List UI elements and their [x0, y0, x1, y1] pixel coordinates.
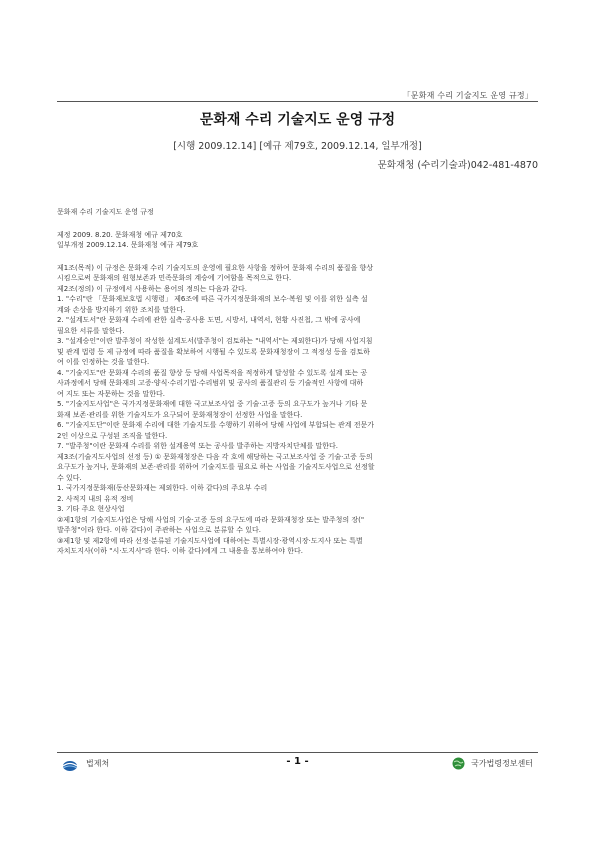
body-line: 4. "기술지도"란 문화재 수리의 품질 향상 등 당해 사업목적을 적정하게 달성할 수 있도록 설계 또는 공	[57, 368, 368, 377]
header-rule	[57, 101, 538, 102]
body-line: 1. "수리"란 「문화재보호법 시행령」 제6조에 따른 국가지정문화재의 보수·복원 및 이를 위한 실측 설	[57, 295, 368, 303]
body-line: 화재 보존·관리를 위한 기술지도가 요구되어 문화재청장이 선정한 사업을 말한다.	[57, 410, 303, 419]
header-tag: 「문화재 수리 기술지도 운영 규정」	[402, 91, 533, 100]
body-line: 문화재 수리 기술지도 운영 규정	[57, 208, 154, 216]
body-line: 필요한 서류를 말한다.	[57, 326, 125, 335]
body-line: 6. "기술지도단"이란 문화재 수리에 대한 기술지도를 수행하기 위하여 당해 사업에 부합되는 관계 전문가	[57, 421, 375, 429]
body-line: 계와 손상을 방지하기 위한 조치를 말한다.	[57, 305, 186, 314]
body-text	[57, 207, 538, 557]
body-line: 2. 사적지 내의 유적 정비	[57, 494, 134, 503]
body-line: 제1조(목적) 이 규정은 문화재 수리 기술지도의 운영에 필요한 사항을 정하여 문화재 수리의 품질을 향상	[57, 263, 374, 272]
body-line: 수 있다.	[57, 473, 82, 482]
contact-info: 문화재청 (수리기술과)042-481-4870	[377, 160, 538, 171]
body-line: 사과정에서 당해 문화재의 고증·양식·수리기법·수리범위 및 공사의 품질관리 등 기술적인 사항에 대하	[57, 379, 364, 387]
body-line: 2인 이상으로 구성된 조직을 말한다.	[57, 431, 168, 440]
body-line: 여 이를 인정하는 것을 말한다.	[57, 358, 150, 366]
body-line: 시킴으로써 문화재의 원형보존과 민족문화의 계승에 기여함을 목적으로 한다.	[57, 274, 292, 282]
globe-icon	[452, 757, 465, 770]
body-line: 1. 국가지정문화재(동산문화재는 제외한다. 이하 같다)의 주요부 수리	[57, 484, 268, 492]
footer-right	[452, 756, 533, 770]
body-line: 발주청"이라 한다. 이하 같다)이 주관하는 사업으로 분류할 수 있다.	[57, 526, 262, 534]
body-line: 및 관계 법령 등 제 규정에 따라 품질을 확보하여 시행될 수 있도록 문화재청장이 그 적정성 등을 검토하	[57, 347, 370, 356]
body-line: 일부개정 2009.12.14. 문화재청 예규 제79호	[57, 241, 199, 249]
body-line: 3. "설계승인"이란 발주청이 작성한 설계도서(발주청이 검토하는 "내역서"는 제외한다)가 당해 사업지침	[57, 337, 373, 345]
document-title: 문화재 수리 기술지도 운영 규정	[199, 112, 396, 128]
body-line: ③제1항 및 제2항에 따라 선정·분류된 기술지도사업에 대하여는 특별시장·광역시장·도지사 또는 특별	[57, 536, 363, 545]
body-line: 제3조(기술지도사업의 선정 등) ① 문화재청장은 다음 각 호에 해당하는 국고보조사업 중 기술·고증 등의	[57, 452, 373, 461]
body-line: 5. "기술지도사업"은 국가지정문화재에 대한 국고보조사업 중 기술·고증 등의 요구도가 높거나 기타 문	[57, 400, 368, 408]
body-line: 7. "발주청"이란 문화재 수리를 위한 설계용역 또는 공사를 발주하는 지방자치단체를 말한다.	[57, 442, 339, 450]
footer-right-label: 국가법령정보센터	[471, 758, 533, 768]
body-line: 요구도가 높거나, 문화재의 보존·관리를 위하여 기술지도를 필요로 하는 사업을 기술지도사업으로 선정할	[57, 463, 375, 471]
enforcement-meta: [시행 2009.12.14] [예규 제79호, 2009.12.14, 일부개정]	[173, 141, 422, 152]
body-line: 3. 기타 주요 현상사업	[57, 505, 125, 513]
body-line: 제2조(정의) 이 규정에서 사용하는 용어의 정의는 다음과 같다.	[57, 284, 248, 293]
footer-left-label: 법제처	[86, 758, 110, 768]
body-line: 여 지도 또는 자문하는 것을 말한다.	[57, 389, 166, 398]
footer-rule	[57, 752, 538, 753]
body-line: 자치도지사(이하 "시·도지사"라 한다. 이하 같다)에게 그 내용을 통보하여야 한다.	[57, 547, 303, 555]
body-line: 2. "설계도서"란 문화재 수리에 관한 실측·공사용 도면, 시방서, 내역서, 현황 사진첩, 그 밖에 공사에	[57, 316, 361, 324]
page-number: - 1 -	[286, 756, 309, 767]
body-line: 제정 2009. 8.20. 문화재청 예규 제70호	[57, 230, 183, 239]
body-line: ②제1항의 기술지도사업은 당해 사업의 기술·고증 등의 요구도에 따라 문화재청장 또는 발주청의 장("	[57, 515, 365, 524]
